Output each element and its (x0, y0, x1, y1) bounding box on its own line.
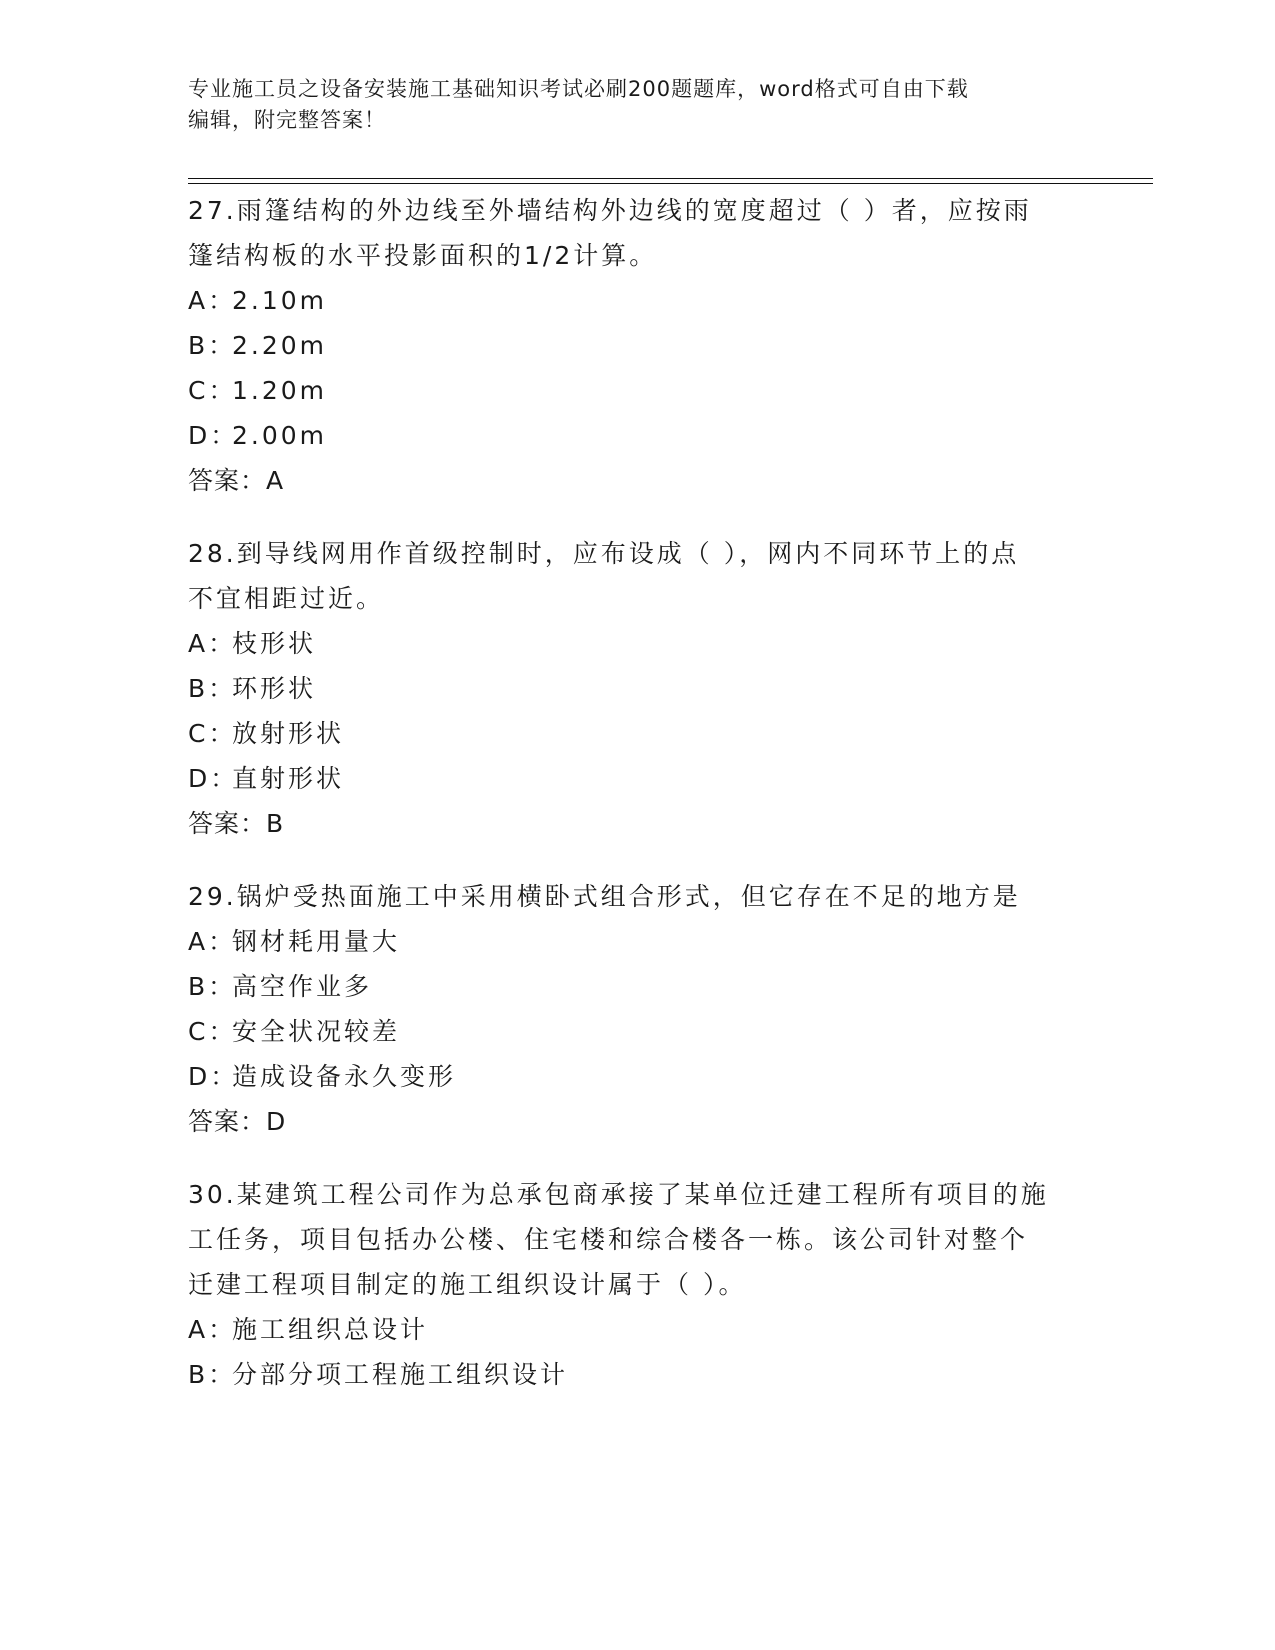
question-item (188, 188, 1068, 503)
question-stem-line: 27.雨篷结构的外边线至外墙结构外边线的宽度超过（ ）者，应按雨 (188, 196, 1032, 225)
option-b (188, 666, 1068, 711)
option-letter: B： (188, 1360, 237, 1389)
header-divider-top (188, 178, 1153, 179)
question-stem-line: 29.锅炉受热面施工中采用横卧式组合形式，但它存在不足的地方是 (188, 882, 1021, 911)
question-stem-line: 工任务，项目包括办公楼、住宅楼和综合楼各一栋。该公司针对整个 (188, 1225, 1029, 1254)
option-text: 钢材耗用量大 (232, 927, 401, 956)
option-text: 直射形状 (232, 764, 345, 793)
option-text: 2.20m (232, 331, 328, 360)
question-stem (188, 874, 1068, 919)
option-letter: C： (188, 1017, 237, 1046)
option-letter: B： (188, 972, 237, 1001)
question-item (188, 874, 1068, 1144)
option-a (188, 919, 1068, 964)
option-letter: C： (188, 376, 237, 405)
header-line-1: 专业施工员之设备安装施工基础知识考试必刷200题题库，word格式可自由下载 (188, 77, 969, 101)
option-c (188, 711, 1068, 756)
option-text: 枝形状 (232, 629, 317, 658)
option-text: 1.20m (232, 376, 328, 405)
question-stem-line: 30.某建筑工程公司作为总承包商承接了某单位迁建工程所有项目的施 (188, 1180, 1049, 1209)
answer-line: 答案：B (188, 809, 285, 838)
option-letter: A： (188, 286, 237, 315)
question-stem (188, 1172, 1068, 1307)
option-letter: D： (188, 1062, 239, 1091)
question-stem-line: 迁建工程项目制定的施工组织设计属于（ ）。 (188, 1270, 747, 1299)
answer-line: 答案：D (188, 1107, 287, 1136)
option-b (188, 1352, 1068, 1397)
option-c (188, 368, 1068, 413)
option-d (188, 413, 1068, 458)
question-stem-line: 不宜相距过近。 (188, 584, 385, 613)
question-stem-line: 篷结构板的水平投影面积的1/2计算。 (188, 241, 658, 270)
option-letter: C： (188, 719, 237, 748)
option-d (188, 756, 1068, 801)
question-stem-line: 28.到导线网用作首级控制时，应布设成（ ），网内不同环节上的点 (188, 539, 1020, 568)
option-a (188, 278, 1068, 323)
option-text: 环形状 (232, 674, 317, 703)
document-header (188, 74, 1068, 136)
header-line-2: 编辑，附完整答案！ (188, 108, 386, 132)
question-list (188, 188, 1068, 1425)
option-d (188, 1054, 1068, 1099)
option-letter: D： (188, 421, 239, 450)
option-letter: A： (188, 927, 237, 956)
question-stem (188, 531, 1068, 621)
option-text: 2.00m (232, 421, 328, 450)
option-a (188, 621, 1068, 666)
question-item (188, 531, 1068, 846)
option-letter: B： (188, 674, 237, 703)
answer-line: 答案：A (188, 466, 285, 495)
option-letter: B： (188, 331, 237, 360)
question-item (188, 1172, 1068, 1397)
option-letter: D： (188, 764, 239, 793)
option-text: 安全状况较差 (232, 1017, 401, 1046)
option-text: 放射形状 (232, 719, 345, 748)
header-divider-bottom (188, 183, 1153, 184)
option-a (188, 1307, 1068, 1352)
question-stem (188, 188, 1068, 278)
option-text: 造成设备永久变形 (232, 1062, 457, 1091)
option-b (188, 323, 1068, 368)
option-text: 2.10m (232, 286, 328, 315)
option-text: 高空作业多 (232, 972, 373, 1001)
option-c (188, 1009, 1068, 1054)
option-letter: A： (188, 1315, 237, 1344)
option-text: 施工组织总设计 (232, 1315, 429, 1344)
option-b (188, 964, 1068, 1009)
option-letter: A： (188, 629, 237, 658)
option-text: 分部分项工程施工组织设计 (232, 1360, 569, 1389)
